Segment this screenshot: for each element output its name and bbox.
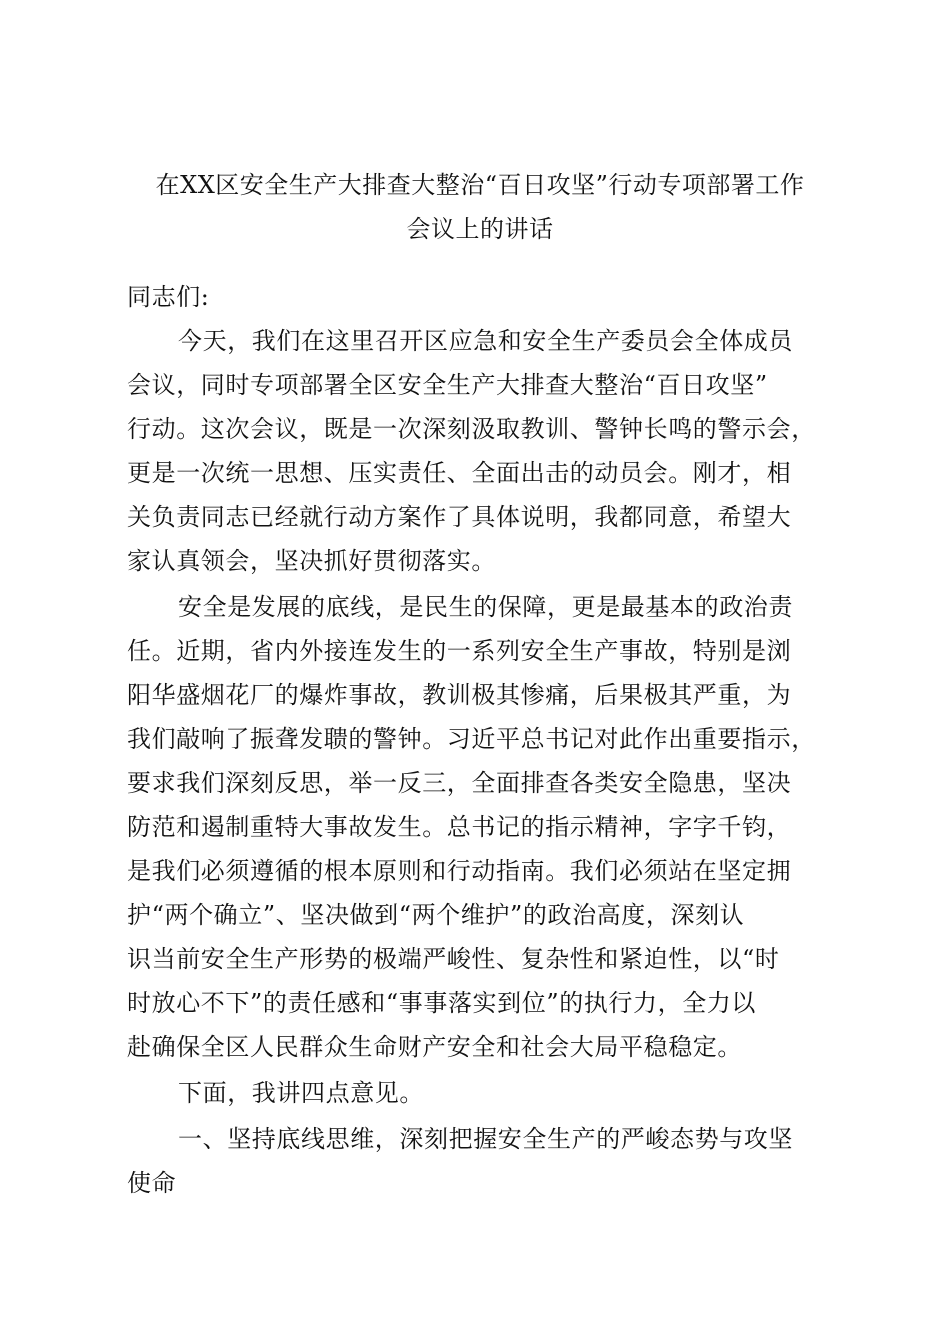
- paragraph-2-line: 识当前安全生产形势的极端严峻性、复杂性和紧迫性，以“时: [127, 945, 780, 973]
- paragraph-1-line: 今天，我们在这里召开区应急和安全生产委员会全体成员: [178, 327, 793, 355]
- document-title-line-2: 会议上的讲话: [406, 215, 554, 243]
- paragraph-2-line: 护“两个确立”、坚决做到“两个维护”的政治高度，深刻认: [127, 901, 745, 929]
- paragraph-3-line: 下面，我讲四点意见。: [178, 1079, 424, 1107]
- document-title-line-1: 在XX区安全生产大排查大整治“百日攻坚”行动专项部署工作: [155, 171, 805, 199]
- paragraph-2-line: 赴确保全区人民群众生命财产安全和社会大局平稳稳定。: [127, 1033, 742, 1061]
- paragraph-2-line: 我们敲响了振聋发聩的警钟。习近平总书记对此作出重要指示，: [127, 725, 816, 753]
- section-heading-line: 使命: [127, 1169, 177, 1197]
- paragraph-2-line: 任。近期，省内外接连发生的一系列安全生产事故，特别是浏: [127, 637, 792, 665]
- paragraph-2-line: 时放心不下”的责任感和“事事落实到位”的执行力，全力以: [127, 989, 757, 1017]
- paragraph-1-line: 关负责同志已经就行动方案作了具体说明，我都同意，希望大: [127, 503, 792, 531]
- section-heading-line: 一、坚持底线思维，深刻把握安全生产的严峻态势与攻坚: [178, 1125, 793, 1153]
- paragraph-2-line: 是我们必须遵循的根本原则和行动指南。我们必须站在坚定拥: [127, 857, 792, 885]
- paragraph-2-line: 安全是发展的底线，是民生的保障，更是最基本的政治责: [178, 593, 793, 621]
- paragraph-1-line: 更是一次统一思想、压实责任、全面出击的动员会。刚才，相: [127, 459, 792, 487]
- salutation: 同志们:: [127, 283, 210, 311]
- paragraph-1-line: 家认真领会，坚决抓好贯彻落实。: [127, 547, 496, 575]
- paragraph-1-line: 行动。这次会议，既是一次深刻汲取教训、警钟长鸣的警示会，: [127, 415, 816, 443]
- paragraph-2-line: 防范和遏制重特大事故发生。总书记的指示精神，字字千钧，: [127, 813, 792, 841]
- paragraph-2-line: 要求我们深刻反思，举一反三，全面排查各类安全隐患，坚决: [127, 769, 792, 797]
- paragraph-2-line: 阳华盛烟花厂的爆炸事故，教训极其惨痛，后果极其严重，为: [127, 681, 792, 709]
- paragraph-1-line: 会议，同时专项部署全区安全生产大排查大整治“百日攻坚”: [127, 371, 768, 399]
